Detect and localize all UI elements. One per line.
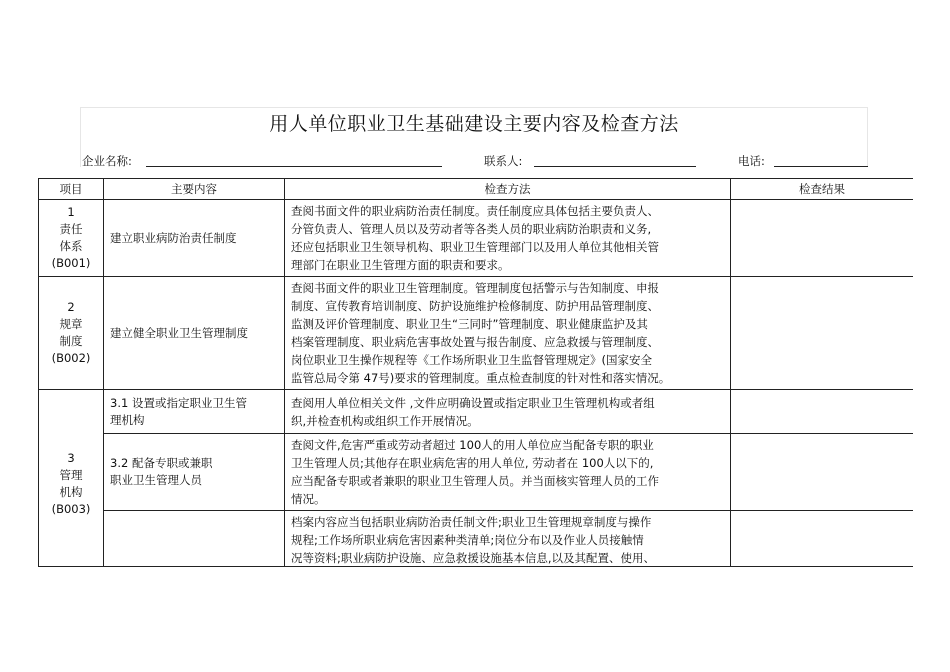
item-code: (B001) (51, 256, 91, 270)
info-row (82, 153, 868, 169)
result-cell[interactable] (731, 511, 914, 568)
method-cell (285, 390, 731, 434)
content-cell (104, 390, 285, 434)
header-item: 项目 (39, 179, 104, 200)
table-row (39, 390, 914, 434)
header-result: 检查结果 (731, 179, 914, 200)
method-line: 查阅书面文件的职业病防治责任制度。责任制度应具体包括主要负责人、 (291, 204, 659, 218)
method-cell (285, 200, 731, 277)
result-cell[interactable] (731, 200, 914, 277)
result-cell[interactable] (731, 390, 914, 434)
item-cell (39, 390, 104, 568)
table-row (39, 511, 914, 568)
method-cell (285, 277, 731, 390)
method-line: 档案管理制度、职业病危害事故处置与报告制度、应急救援与管理制度、 (291, 335, 659, 349)
company-name-field[interactable] (146, 166, 442, 167)
item-number: 2 (67, 300, 75, 314)
item-name-line: 体系 (59, 239, 83, 253)
result-cell[interactable] (731, 434, 914, 511)
content-text: 建立健全职业卫生管理制度 (110, 325, 248, 340)
table-row (39, 434, 914, 511)
method-line: 查阅书面文件的职业卫生管理制度。管理制度包括警示与告知制度、申报 (291, 281, 659, 295)
content-text: 3.1 设置或指定职业卫生管 (110, 395, 247, 410)
method-cell (285, 434, 731, 511)
item-number: 1 (67, 205, 75, 219)
content-cell (104, 200, 285, 277)
content-text: 建立职业病防治责任制度 (110, 230, 237, 245)
method-line: 卫生管理人员;其他存在职业病危害的用人单位, 劳动者在 100人以下的, (291, 456, 654, 470)
method-line: 织,并检查机构或组织工作开展情况。 (291, 413, 479, 428)
inspection-table (38, 178, 913, 567)
method-line: 制度、宣传教育培训制度、防护设施维护检修制度、防护用品管理制度、 (291, 299, 659, 313)
phone-label: 电话: (738, 154, 765, 168)
method-line: 况等资料;职业病防护设施、应急救援设施基本信息,以及其配置、使用、 (291, 551, 656, 565)
company-name-label: 企业名称: (82, 154, 132, 168)
contact-field[interactable] (534, 166, 696, 167)
table-row (39, 277, 914, 390)
item-name-line: 责任 (59, 222, 83, 236)
method-line: 应当配备专职或者兼职的职业卫生管理人员。并当面核实管理人员的工作 (291, 474, 659, 488)
item-name-line: 规章 (59, 317, 83, 331)
method-line: 监测及评价管理制度、职业卫生“三同时”管理制度、职业健康监护及其 (291, 317, 648, 331)
table-header-row (39, 179, 914, 200)
method-line: 理部门在职业卫生管理方面的职责和要求。 (291, 258, 510, 272)
item-code: (B003) (51, 502, 91, 516)
content-text: 职业卫生管理人员 (110, 473, 202, 487)
method-cell (285, 511, 731, 568)
page-cut-line (38, 566, 913, 567)
item-name-line: 机构 (59, 485, 83, 499)
method-line: 岗位职业卫生操作规程等《工作场所职业卫生监督管理规定》(国家安全 (291, 353, 652, 367)
item-cell (39, 200, 104, 277)
content-text: 3.2 配备专职或兼职 (110, 456, 213, 470)
header-method: 检查方法 (285, 179, 731, 200)
item-name-line: 制度 (59, 334, 83, 348)
phone-field[interactable] (774, 166, 868, 167)
content-cell (104, 511, 285, 568)
item-code: (B002) (51, 351, 91, 365)
method-line: 还应包括职业卫生领导机构、职业卫生管理部门以及用人单位其他相关管 (291, 240, 659, 254)
contact-label: 联系人: (484, 154, 523, 168)
item-name-line: 管理 (59, 468, 83, 482)
header-content: 主要内容 (104, 179, 285, 200)
document-title: 用人单位职业卫生基础建设主要内容及检查方法 (269, 113, 679, 135)
method-line: 情况。 (291, 492, 326, 506)
content-cell (104, 434, 285, 511)
content-cell (104, 277, 285, 390)
content-text: 理机构 (110, 412, 145, 427)
item-cell (39, 277, 104, 390)
inspection-table-viewport (38, 178, 913, 567)
method-line: 查阅文件,危害严重或劳动者超过 100人的用人单位应当配备专职的职业 (291, 438, 654, 452)
method-line: 规程;工作场所职业病危害因素种类清单;岗位分布以及作业人员接触情 (291, 533, 644, 547)
method-line: 监管总局令第 47号)要求的管理制度。重点检查制度的针对性和落实情况。 (291, 371, 671, 385)
method-line: 分管负责人、管理人员以及劳动者等各类人员的职业病防治职责和义务, (291, 222, 652, 236)
table-row (39, 200, 914, 277)
method-line: 查阅用人单位相关文件 ,文件应明确设置或指定职业卫生管理机构或者组 (291, 395, 655, 410)
result-cell[interactable] (731, 277, 914, 390)
method-line: 档案内容应当包括职业病防治责任制文件;职业卫生管理规章制度与操作 (291, 515, 652, 529)
item-number: 3 (67, 451, 75, 465)
